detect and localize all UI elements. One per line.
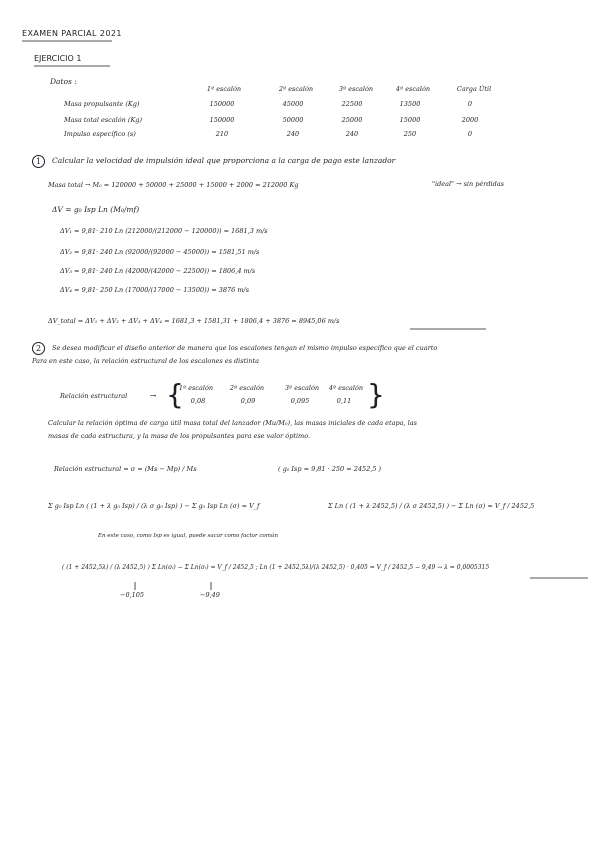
left-bracket-icon: { <box>166 378 184 411</box>
exercise-title: EJERCICIO 1 <box>34 54 82 63</box>
relacion-label: Relación estructural <box>60 392 128 400</box>
datos-cell: 25000 <box>341 116 363 124</box>
datos-col-4: 4º escalón <box>395 85 431 93</box>
q2-under-2: −9,49 <box>200 591 220 599</box>
q1-statement: Calcular la velocidad de impulsión ideal que proporciona a la carga de pago este lanzador <box>52 156 396 165</box>
datos-cell: 210 <box>215 130 229 138</box>
datos-row-label: Masa propulsante (Kg) <box>64 100 140 108</box>
datos-cell: 0 <box>467 130 473 138</box>
datos-cell: 15000 <box>399 116 421 124</box>
question-number-1: 1 <box>32 155 45 168</box>
datos-cell: 2000 <box>461 116 479 124</box>
datos-cell: 150000 <box>209 116 235 124</box>
datos-cell: 50000 <box>282 116 304 124</box>
datos-cell: 250 <box>403 130 417 138</box>
q2-task-1: Calcular la relación óptima de carga útil masa total del lanzador (Mu/M₀), las masas iniciales de cada etapa, las <box>48 419 417 427</box>
datos-cell: 240 <box>286 130 300 138</box>
datos-cell: 240 <box>345 130 359 138</box>
q1-dv-formula: ΔV = g₀ Isp Ln (M₀/mf) <box>52 205 140 214</box>
right-bracket-icon: } <box>367 378 385 411</box>
datos-label: Datos : <box>50 77 77 86</box>
q2-statement-2: Para en este caso, la relación estructural de los escalones es distinta <box>32 357 259 365</box>
datos-col-5: Carga Útil <box>456 85 492 93</box>
q2-under-1: −0,105 <box>120 591 145 599</box>
exam-title: EXAMEN PARCIAL 2021 <box>22 29 122 38</box>
question-number-2: 2 <box>32 342 45 355</box>
relacion-value: 0,08 <box>190 397 206 405</box>
relacion-arrow: → <box>150 391 157 400</box>
q2-note: En este caso, como Isp es igual, puede sacar como factor común <box>98 533 279 539</box>
datos-cell: 13500 <box>399 100 421 108</box>
datos-cell: 0 <box>467 100 473 108</box>
relacion-value: 0,09 <box>240 397 256 405</box>
relacion-col: 2º escalón <box>229 384 265 392</box>
relacion-value: 0,095 <box>290 397 310 405</box>
datos-row-label: Masa total escalón (Kg) <box>64 116 142 124</box>
relacion-col: 4º escalón <box>328 384 364 392</box>
q1-dv3: ΔV₃ = 9,81· 240 Ln (42000/(42000 − 22500)) = 1806,4 m/s <box>60 267 256 275</box>
q1-dv4: ΔV₄ = 9,81· 250 Ln (17000/(17000 − 13500)) = 3876 m/s <box>60 286 250 294</box>
datos-cell: 150000 <box>209 100 235 108</box>
datos-col-2: 2º escalón <box>278 85 314 93</box>
datos-col-3: 3º escalón <box>338 85 374 93</box>
q2-g0-isp: ( g₀ Isp = 9,81 · 250 = 2452,5 ) <box>278 465 382 473</box>
q1-dv-total: ΔV_total = ΔV₁ + ΔV₂ + ΔV₃ + ΔV₄ = 1681,3 + 1581,31 + 1806,4 + 3876 = 8945,06 m/s <box>48 317 340 325</box>
q1-mass-total: Masa total → M₀ = 120000 + 50000 + 25000 + 15000 + 2000 = 212000 Kg <box>48 181 299 189</box>
datos-row-label: Impulso específico (s) <box>64 130 136 138</box>
q2-rel-formula: Relación estructural = σ = (Ms − Mp) / Ms <box>54 465 197 473</box>
datos-cell: 45000 <box>282 100 304 108</box>
datos-col-1: 1º escalón <box>206 85 242 93</box>
q2-eq2: ( (1 + 2452,5λ) / (λ 2452,5) ) Σ Ln(σᵢ) − Σ Ln(σᵢ) = V_f / 2452,5 ; Ln (1 + 2452,5λ)/(λ 2452,5) · 0,405 = V_f / 2452,5 − 9,49 → λ = 0,0005315 <box>62 564 490 571</box>
q2-eq1-left: Σ g₀ Isp Ln ( (1 + λ g₀ Isp) / (λ σ g₀ Isp) ) − Σ g₀ Isp Ln (σ) = V_f <box>48 502 260 510</box>
relacion-col: 3º escalón <box>284 384 320 392</box>
datos-cell: 22500 <box>341 100 363 108</box>
q2-statement-1: Se desea modificar el diseño anterior de manera que los escalones tengan el mismo impulso específico que el cuarto <box>52 344 438 352</box>
q1-ideal-note: "ideal" → sin pérdidas <box>432 180 504 188</box>
relacion-col: 1º escalón <box>178 384 214 392</box>
q2-eq1-right: Σ Ln ( (1 + λ 2452,5) / (λ σ 2452,5) ) − Σ Ln (σ) = V_f / 2452,5 <box>328 502 535 510</box>
q1-dv2: ΔV₂ = 9,81· 240 Ln (92000/(92000 − 45000)) = 1581,51 m/s <box>60 248 260 256</box>
q1-dv1: ΔV₁ = 9,81· 210 Ln (212000/(212000 − 120000)) = 1681,3 m/s <box>60 227 268 235</box>
q2-task-2: masas de cada estructura, y la masa de los propulsantes para ese valor óptimo. <box>48 432 311 440</box>
relacion-value: 0,11 <box>336 397 352 405</box>
